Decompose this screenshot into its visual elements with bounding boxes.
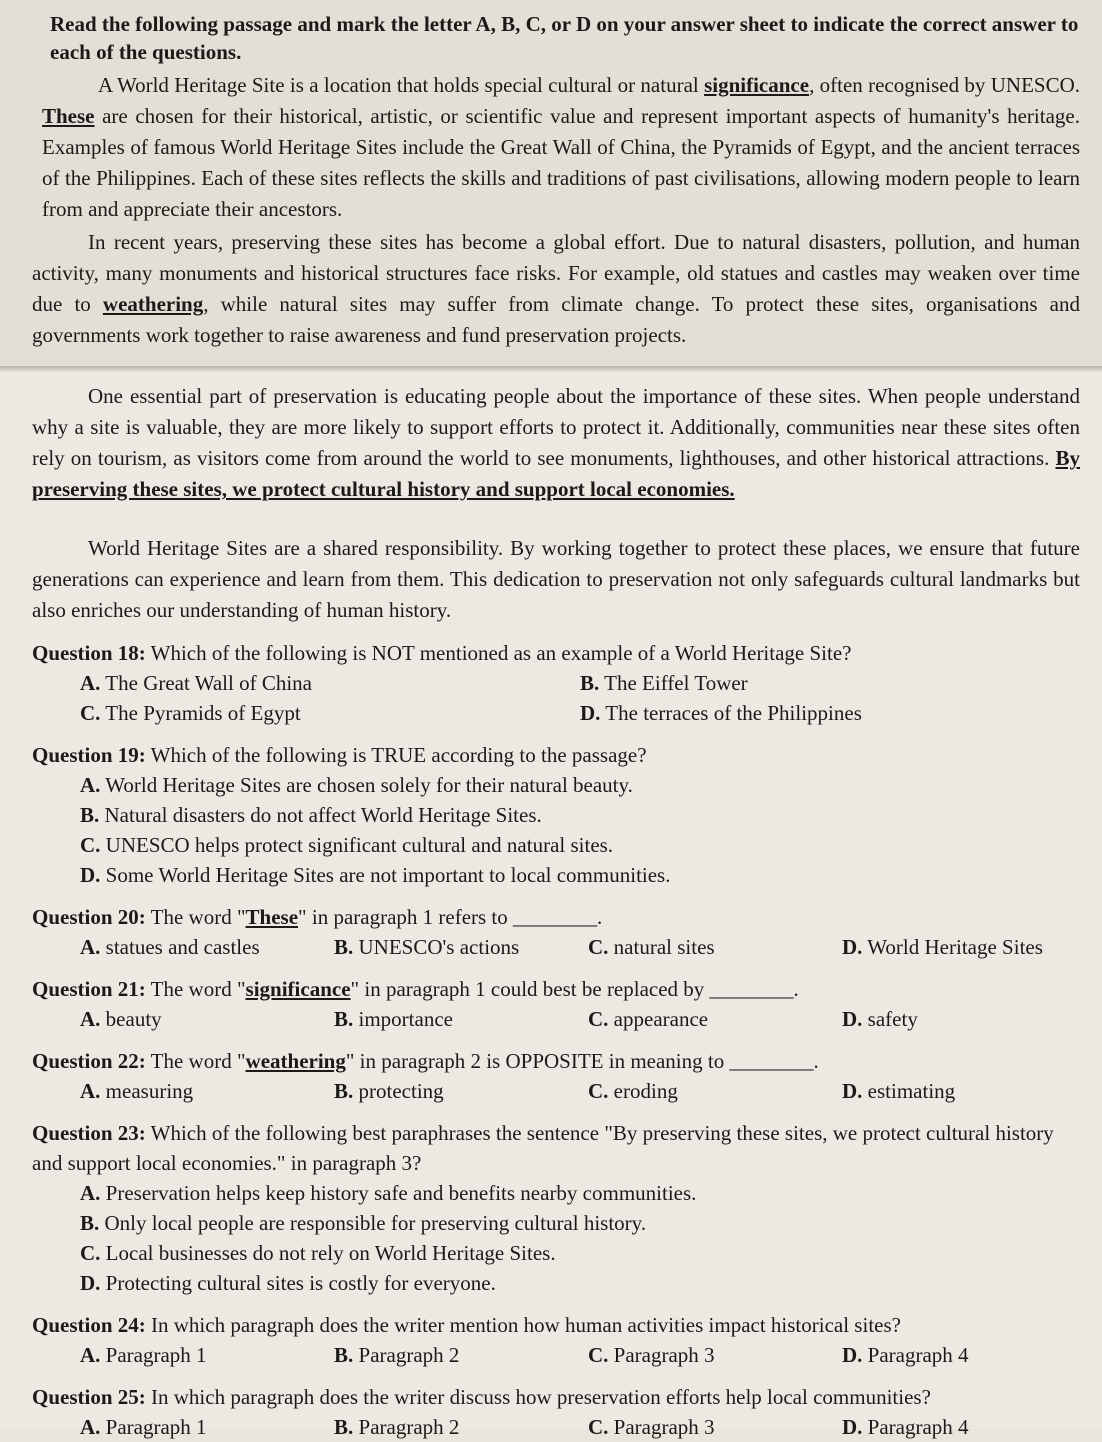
answer-option[interactable]: [80, 1076, 334, 1106]
answer-option[interactable]: [80, 860, 1080, 890]
paragraph-4: World Heritage Sites are a shared responsibility. By working together to protect these places, we ensure that future generations can experience and learn from them. This dedication to preservation not only safeguards cultural landmarks but also enriches our understanding of human history.: [32, 536, 1080, 622]
answer-option[interactable]: [80, 770, 1080, 800]
answer-option[interactable]: [80, 932, 334, 962]
option-letter: C.: [588, 1079, 609, 1103]
option-text: World Heritage Sites: [867, 935, 1043, 959]
question-title: [32, 1118, 1080, 1178]
option-letter: B.: [334, 1343, 354, 1367]
question-text: Which of the following is TRUE according to the passage?: [150, 743, 647, 767]
answer-option[interactable]: [80, 668, 580, 698]
answer-option[interactable]: [80, 800, 1080, 830]
answer-option[interactable]: [588, 1412, 842, 1442]
answer-option[interactable]: [80, 1268, 1080, 1298]
option-text: importance: [358, 1007, 453, 1031]
question-text: Which of the following is NOT mentioned as an example of a World Heritage Site?: [150, 641, 852, 665]
answer-option[interactable]: [588, 932, 842, 962]
answer-option[interactable]: [580, 668, 1080, 698]
question-block: [32, 902, 1080, 962]
option-letter: D.: [842, 1343, 863, 1367]
option-letter: C.: [588, 1007, 609, 1031]
option-letter: C.: [588, 1415, 609, 1439]
answer-option[interactable]: [588, 1004, 842, 1034]
option-letter: B.: [334, 1415, 354, 1439]
option-letter: D.: [580, 701, 601, 725]
word-weathering: weathering: [102, 292, 204, 316]
options-list: [80, 1076, 1080, 1106]
paragraph-3: One essential part of preservation is educating people about the importance of these sites. When people understand why a site is valuable, they are more likely to support efforts to protect it. Additionally, communities near these sites often rely on tourism, as visitors come from around the world to see monuments, lighthouses, and other historical attractions. By preserving these sites, we protect cultural history and support local economies.: [32, 384, 1080, 501]
option-text: Protecting cultural sites is costly for everyone.: [105, 1271, 496, 1295]
option-text: Some World Heritage Sites are not important to local communities.: [105, 863, 671, 887]
question-title: [32, 1310, 1080, 1340]
question-number: Question 23:: [32, 1121, 146, 1145]
option-text: The Pyramids of Egypt: [105, 701, 301, 725]
options-list: [80, 1004, 1080, 1034]
option-text: The Eiffel Tower: [604, 671, 748, 695]
answer-option[interactable]: [334, 1004, 588, 1034]
answer-option[interactable]: [80, 1340, 334, 1370]
option-text: Local businesses do not rely on World Heritage Sites.: [105, 1241, 556, 1265]
option-text: Natural disasters do not affect World Heritage Sites.: [104, 803, 542, 827]
question-number: Question 24:: [32, 1313, 146, 1337]
option-letter: A.: [80, 935, 101, 959]
option-text: Paragraph 3: [613, 1343, 715, 1367]
option-letter: C.: [80, 1241, 101, 1265]
option-text: Paragraph 4: [867, 1415, 969, 1439]
option-text: Only local people are responsible for preserving cultural history.: [104, 1211, 647, 1235]
option-letter: D.: [842, 935, 863, 959]
question-title: [32, 974, 1080, 1004]
question-title: [32, 902, 1080, 932]
question-text: The word ": [150, 905, 246, 929]
question-block: [32, 974, 1080, 1034]
answer-option[interactable]: [80, 830, 1080, 860]
option-letter: A.: [80, 671, 101, 695]
option-text: beauty: [105, 1007, 162, 1031]
option-text: measuring: [105, 1079, 194, 1103]
options-list: [80, 1412, 1080, 1442]
question-text: " in paragraph 2 is OPPOSITE in meaning to ________.: [345, 1049, 819, 1073]
question-number: Question 21:: [32, 977, 146, 1001]
options-list: [80, 932, 1080, 962]
option-text: The Great Wall of China: [105, 671, 312, 695]
answer-option[interactable]: [334, 1340, 588, 1370]
option-text: appearance: [613, 1007, 709, 1031]
option-text: World Heritage Sites are chosen solely for their natural beauty.: [105, 773, 633, 797]
option-letter: A.: [80, 773, 101, 797]
question-keyword: These: [245, 905, 299, 929]
question-number: Question 18:: [32, 641, 146, 665]
answer-option[interactable]: [80, 1178, 1080, 1208]
option-letter: C.: [80, 701, 101, 725]
option-text: Paragraph 2: [358, 1415, 460, 1439]
answer-option[interactable]: [80, 1208, 1080, 1238]
question-title: [32, 638, 1080, 668]
options-list: [80, 1178, 1080, 1298]
option-text: Paragraph 1: [105, 1343, 207, 1367]
worksheet-content: [32, 10, 1080, 1442]
option-letter: B.: [580, 671, 600, 695]
question-block: [32, 740, 1080, 890]
answer-option[interactable]: [80, 1412, 334, 1442]
option-letter: B.: [334, 1007, 354, 1031]
answer-option[interactable]: [588, 1076, 842, 1106]
question-text: The word ": [150, 1049, 246, 1073]
question-text: " in paragraph 1 refers to ________.: [298, 905, 603, 929]
question-keyword: significance: [245, 977, 351, 1001]
question-block: [32, 1382, 1080, 1442]
options-list: [80, 770, 1080, 890]
option-text: The terraces of the Philippines: [605, 701, 862, 725]
question-text: In which paragraph does the writer discuss how preservation efforts help local communities?: [151, 1385, 931, 1409]
answer-option[interactable]: [588, 1340, 842, 1370]
answer-option[interactable]: [842, 1340, 1096, 1370]
option-letter: B.: [334, 935, 354, 959]
option-letter: D.: [842, 1415, 863, 1439]
option-letter: D.: [80, 1271, 101, 1295]
option-letter: A.: [80, 1343, 101, 1367]
option-text: UNESCO helps protect significant cultural and natural sites.: [105, 833, 614, 857]
options-list: [80, 1340, 1080, 1370]
option-letter: A.: [80, 1181, 101, 1205]
question-keyword: weathering: [245, 1049, 346, 1073]
question-text: " in paragraph 1 could best be replaced by ________.: [350, 977, 799, 1001]
question-title: [32, 1382, 1080, 1412]
answer-option[interactable]: [580, 698, 1080, 728]
option-letter: A.: [80, 1007, 101, 1031]
questions-list: [32, 638, 1080, 1442]
question-title: [32, 1046, 1080, 1076]
option-letter: C.: [588, 935, 609, 959]
answer-option[interactable]: [842, 1412, 1096, 1442]
question-text: Which of the following best paraphrases the sentence "By preserving these sites, we protect cultural history and support local economies." in paragraph 3?: [32, 1121, 1054, 1175]
option-letter: C.: [80, 833, 101, 857]
option-text: eroding: [613, 1079, 678, 1103]
option-text: Paragraph 2: [358, 1343, 460, 1367]
option-text: safety: [867, 1007, 918, 1031]
option-letter: D.: [80, 863, 101, 887]
answer-option[interactable]: [334, 932, 588, 962]
question-number: Question 25:: [32, 1385, 146, 1409]
option-text: Preservation helps keep history safe and benefits nearby communities.: [105, 1181, 697, 1205]
option-letter: B.: [80, 803, 100, 827]
options-list: [80, 668, 1080, 728]
question-block: [32, 1118, 1080, 1298]
question-text: In which paragraph does the writer mention how human activities impact historical sites?: [151, 1313, 901, 1337]
option-letter: A.: [80, 1415, 101, 1439]
question-text: The word ": [150, 977, 246, 1001]
underlined-sentence: By preserving these sites, we protect cultural history and support local economies.: [32, 446, 1080, 501]
option-letter: A.: [80, 1079, 101, 1103]
option-text: Paragraph 1: [105, 1415, 207, 1439]
option-text: statues and castles: [105, 935, 260, 959]
word-these: These: [42, 104, 95, 128]
option-letter: D.: [842, 1007, 863, 1031]
instructions: Read the following passage and mark the letter A, B, C, or D on your answer sheet to indicate the correct answer to each of the questions.: [50, 12, 1079, 64]
question-block: [32, 638, 1080, 728]
answer-option[interactable]: [334, 1076, 588, 1106]
option-text: Paragraph 4: [867, 1343, 969, 1367]
word-significance: significance: [704, 73, 810, 97]
option-text: Paragraph 3: [613, 1415, 715, 1439]
option-text: UNESCO's actions: [358, 935, 520, 959]
option-letter: B.: [334, 1079, 354, 1103]
option-letter: B.: [80, 1211, 100, 1235]
question-number: Question 19:: [32, 743, 146, 767]
answer-option[interactable]: [80, 698, 580, 728]
question-number: Question 22:: [32, 1049, 146, 1073]
question-block: [32, 1046, 1080, 1106]
answer-option[interactable]: [842, 932, 1096, 962]
paragraph-2: In recent years, preserving these sites has become a global effort. Due to natural disasters, pollution, and human activity, many monuments and historical structures face risks. For example, old statues and castles may weaken over time due to weathering, while natural sites may suffer from climate change. To protect these sites, organisations and governments work together to raise awareness and fund preservation projects.: [32, 230, 1080, 347]
answer-option[interactable]: [334, 1412, 588, 1442]
answer-option[interactable]: [80, 1238, 1080, 1268]
answer-option[interactable]: [842, 1076, 1096, 1106]
question-title: [32, 740, 1080, 770]
option-letter: D.: [842, 1079, 863, 1103]
question-number: Question 20:: [32, 905, 146, 929]
option-text: natural sites: [613, 935, 715, 959]
answer-option[interactable]: [842, 1004, 1096, 1034]
paragraph-1: A World Heritage Site is a location that holds special cultural or natural significance, often recognised by UNESCO. These are chosen for their historical, artistic, or scientific value and represent important aspects of humanity's heritage. Examples of famous World Heritage Sites include the Great Wall of China, the Pyramids of Egypt, and the ancient terraces of the Philippines. Each of these sites reflects the skills and traditions of past civilisations, allowing modern people to learn from and appreciate their ancestors.: [42, 73, 1081, 221]
option-text: protecting: [358, 1079, 444, 1103]
option-text: estimating: [867, 1079, 956, 1103]
answer-option[interactable]: [80, 1004, 334, 1034]
question-block: [32, 1310, 1080, 1370]
option-letter: C.: [588, 1343, 609, 1367]
